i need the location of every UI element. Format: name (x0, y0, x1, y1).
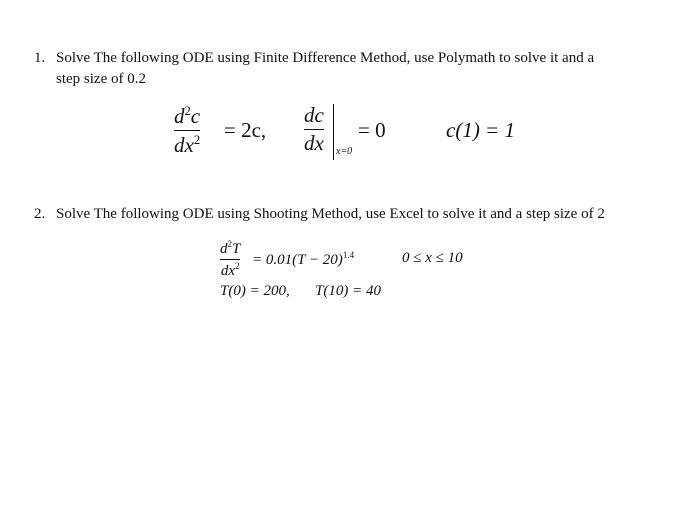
first-derivative-c: dc dx (304, 103, 324, 155)
eq-exponent: 1.4 (342, 250, 355, 260)
second-derivative-T: $d^2T$ $dx^2$ (220, 239, 241, 279)
eq2-eval: x=0 (336, 146, 353, 157)
problem-2-number: 2. (34, 206, 46, 222)
eq2-rhs: = 0 (358, 118, 386, 142)
eq-rhs (252, 250, 354, 269)
domain-range: 0 ≤ x ≤ 10 (402, 250, 463, 266)
problem-1-text-line2: step size of 0.2 (56, 71, 146, 87)
problem-2-text-line1: Solve The following ODE using Shooting Method, use Excel to solve it and a step size of 2 (56, 206, 605, 222)
second-derivative-c: $d^2c$ $dx^2$ (174, 104, 201, 157)
boundary-condition-c: c(1) = 1 (446, 118, 515, 142)
evaluation-bar (333, 104, 334, 160)
boundary-condition-1: T(0) = 200, (220, 283, 290, 299)
eq-rhs-text: = 0.01(T − 20) (252, 252, 343, 268)
eq1-rhs: = 2c, (224, 118, 267, 142)
problem-1-number: 1. (34, 50, 46, 66)
boundary-condition-2: T(10) = 40 (315, 283, 381, 299)
problem-1-text-line1: Solve The following ODE using Finite Difference Method, use Polymath to solve it and a (56, 50, 595, 66)
